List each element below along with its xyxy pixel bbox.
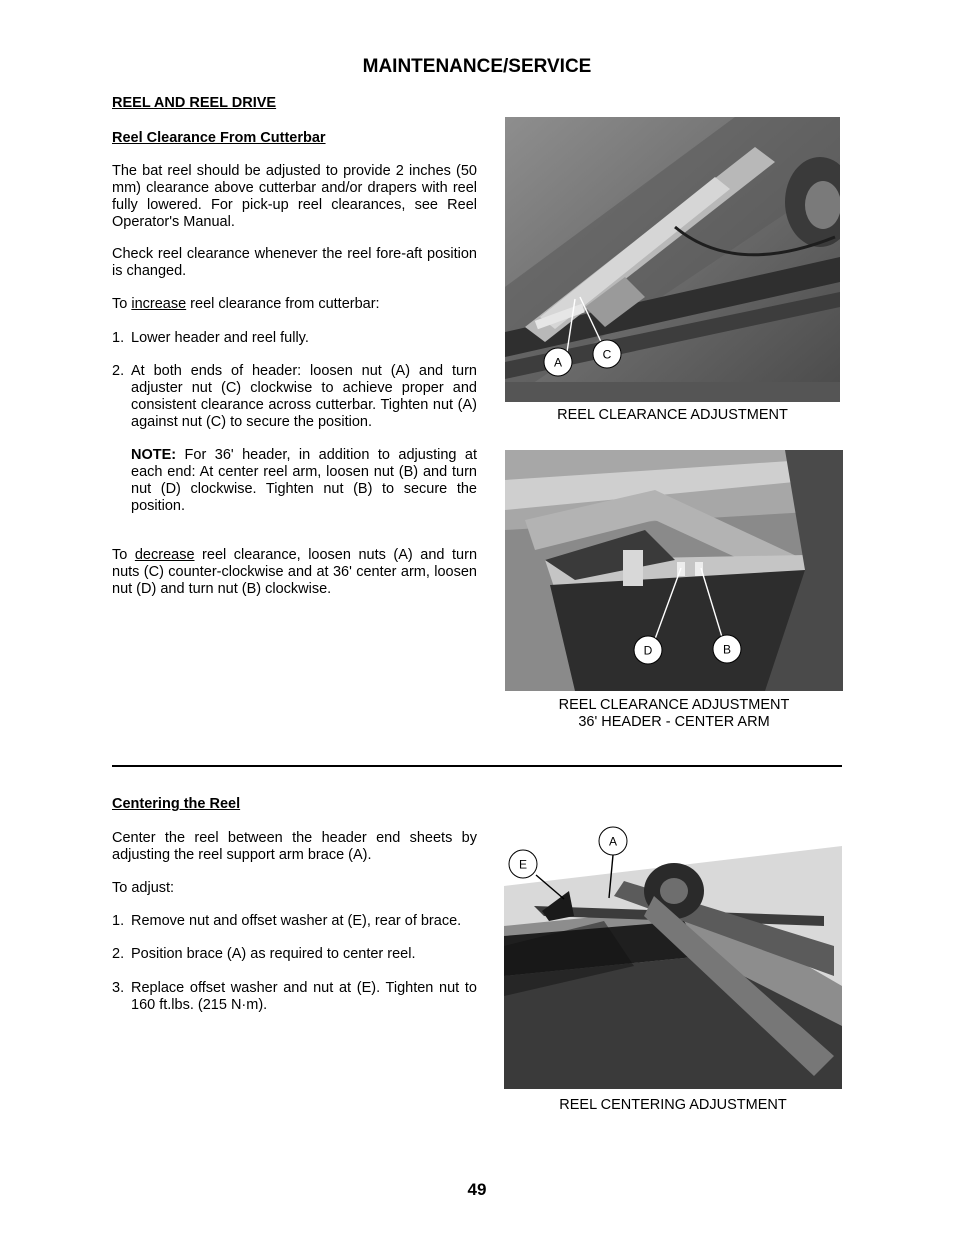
- photo-reel-centering: [504, 826, 842, 1089]
- callout-d: [634, 636, 662, 664]
- step-number: 2.: [112, 363, 125, 379]
- step-number: 3.: [112, 980, 125, 996]
- figure-caption: REEL CENTERING ADJUSTMENT: [559, 1097, 787, 1113]
- section-heading-reel-drive: REEL AND REEL DRIVE: [112, 95, 277, 111]
- note-text: For 36' header, in addition to adjusting at each end: At center reel arm, loosen nut (B) and turn nut (D) clockwise. Tighten nut (B) to secure the position.: [131, 447, 477, 514]
- step-text: Position brace (A) as required to center reel.: [131, 946, 416, 962]
- step-item: [112, 913, 477, 930]
- decrease-post: reel clearance, loosen nuts (A) and turn nuts (C) counter-clockwise and at 36' center arm, loosen nut (D) and turn nut (B) clockwise.: [112, 547, 478, 597]
- decrease-pre: To: [112, 547, 135, 563]
- step-text: At both ends of header: loosen nut (A) and turn adjuster nut (C) clockwise to achieve proper and consistent clearance across cutterbar. Tighten nut (A) against nut (C) to secure the position.: [131, 363, 477, 430]
- caption-line: 36' HEADER - CENTER ARM: [578, 714, 770, 730]
- step-text: Lower header and reel fully.: [131, 330, 309, 346]
- svg-text:C: C: [602, 347, 612, 362]
- callout-a: [599, 827, 627, 855]
- note-paragraph: [131, 447, 477, 515]
- step-item: [112, 330, 477, 347]
- increase-intro: [112, 296, 477, 313]
- svg-text:E: E: [518, 857, 528, 872]
- reel-clearance-paragraph: The bat reel should be adjusted to provide 2 inches (50 mm) clearance above cutterbar and/or drapers with reel fully lowered. For pick-up reel clearances, see Reel Operator's Manual.: [112, 163, 477, 230]
- increase-intro-post: reel clearance from cutterbar:: [186, 296, 380, 312]
- photo-center-arm: [505, 450, 843, 691]
- svg-text:A: A: [553, 355, 563, 370]
- subheading-centering: Centering the Reel: [112, 796, 241, 812]
- step-item: [112, 363, 477, 431]
- callout-b: [713, 635, 741, 663]
- step-number: 1.: [112, 330, 125, 346]
- step-number: 2.: [112, 946, 125, 962]
- step-text: Remove nut and offset washer at (E), rear of brace.: [131, 913, 462, 929]
- svg-text:B: B: [722, 642, 732, 657]
- increase-intro-pre: To: [112, 296, 132, 312]
- decrease-paragraph: [112, 547, 477, 598]
- centering-paragraph: Center the reel between the header end sheets by adjusting the reel support arm brace (A).: [112, 830, 477, 863]
- to-adjust-label: To adjust:: [112, 880, 175, 896]
- reel-position-paragraph: Check reel clearance whenever the reel fore-aft position is changed.: [112, 246, 477, 279]
- callout-c: [593, 340, 621, 368]
- step-text: Replace offset washer and nut at (E). Tighten nut to 160 ft.lbs. (215 N·m).: [131, 980, 477, 1013]
- svg-text:D: D: [643, 643, 653, 658]
- increase-word: increase: [131, 296, 187, 312]
- figure-caption: [505, 697, 843, 731]
- callout-e: [509, 850, 537, 878]
- caption-line: REEL CLEARANCE ADJUSTMENT: [558, 697, 790, 713]
- note-label: NOTE:: [131, 447, 177, 463]
- decrease-word: decrease: [134, 547, 195, 563]
- figure-caption: REEL CLEARANCE ADJUSTMENT: [557, 407, 788, 423]
- svg-text:A: A: [608, 834, 618, 849]
- step-item: [112, 946, 477, 963]
- photo-reel-clearance: [505, 117, 840, 402]
- subheading-reel-clearance: Reel Clearance From Cutterbar: [112, 130, 326, 146]
- callout-a: [544, 348, 572, 376]
- step-number: 1.: [112, 913, 125, 929]
- page-title: MAINTENANCE/SERVICE: [362, 56, 592, 77]
- step-item: [112, 980, 477, 1014]
- page-number: 49: [467, 1180, 487, 1199]
- section-divider: [112, 765, 842, 767]
